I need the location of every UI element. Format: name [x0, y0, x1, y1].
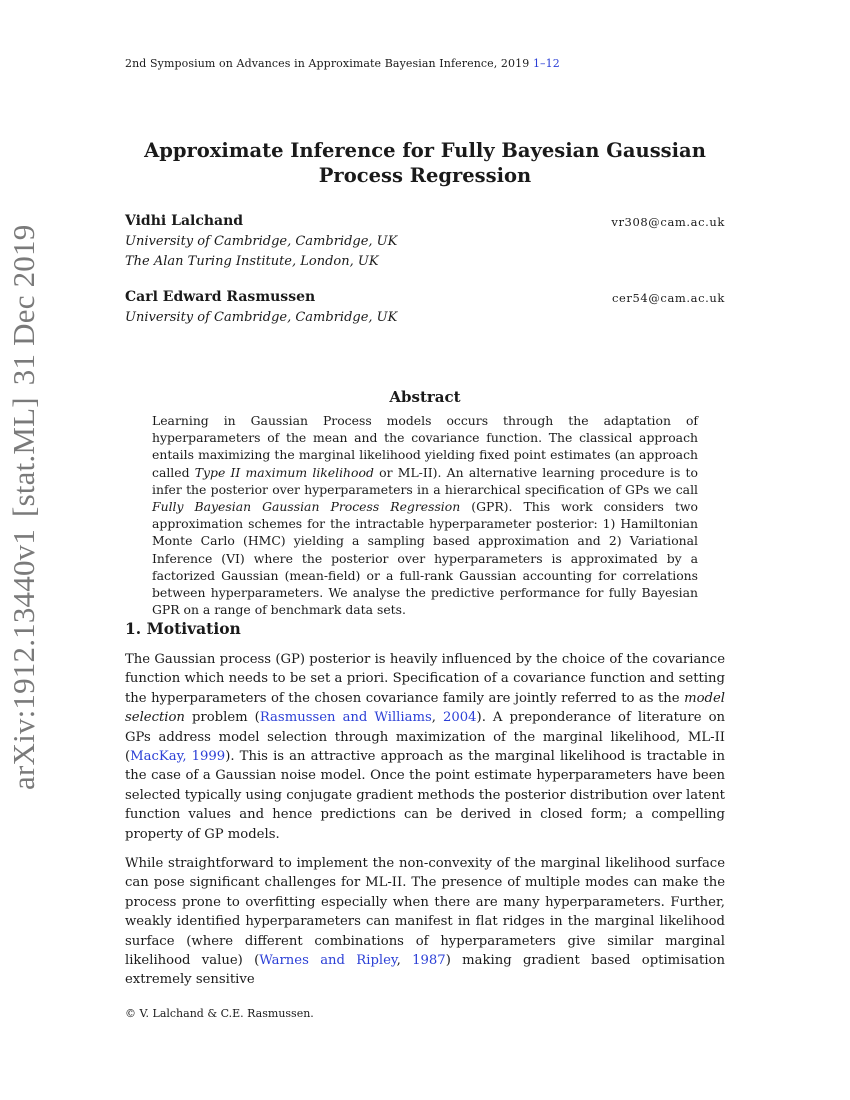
paragraph-text: ). A preponderance of literature on GPs address model selection through maximization of the marginal likelihood, ML-II ( — [125, 710, 726, 765]
author-name: Vidhi Lalchand — [125, 213, 244, 229]
author-affiliation: The Alan Turing Institute, London, UK — [125, 254, 379, 269]
paper-title: Approximate Inference for Fully Bayesian Gaussian Process Regression — [144, 139, 706, 187]
citation-link[interactable]: 2004 — [442, 710, 477, 726]
section-heading: 1. Motivation — [125, 619, 241, 638]
arxiv-date: 31 Dec 2019 — [6, 224, 41, 386]
abstract-text: (GPR). This work considers two approximation schemes for the intractable hyperparameter posterior: 1) Hamiltonian Monte Carlo (HMC) yielding a sampling based approximation and 2) Variational Inference (VI) where the posterior over hyperparameters is approximated by a factorized Gaussian (mean-field) or a full-rank Gaussian accounting for correlations between hyperparameters. We analyse the predictive performance for fully Bayesian GPR on a range of benchmark data sets. — [152, 499, 698, 618]
arxiv-id[interactable]: arXiv:1912.13440v1 — [6, 528, 41, 790]
citation-link[interactable]: Rasmussen and Williams — [259, 710, 432, 726]
paragraph-text: ). This is an attractive approach as the marginal likelihood is tractable in the case of a Gaussian noise model. Once the point estimate hyperparameters have been selected typically using conjugate gradient methods the posterior distribution over latent function values and hence predictions can be derived in closed form; a compelling property of GP models. — [125, 749, 725, 842]
citation-link[interactable]: 1987 — [412, 953, 446, 969]
running-header — [125, 57, 560, 70]
abstract-emphasis: Type II maximum likelihood — [194, 464, 374, 480]
arxiv-category: [stat.ML] — [6, 397, 41, 517]
paragraph-text: , — [396, 953, 413, 969]
paragraph-text: , — [431, 710, 443, 726]
paragraph — [125, 650, 725, 844]
page-range-link[interactable]: 1–12 — [532, 57, 560, 70]
paragraph-text: ) making gradient based optimisation extremely sensitive — [125, 953, 725, 988]
author-affiliation: University of Cambridge, Cambridge, UK — [125, 234, 398, 249]
abstract-text: Learning in Gaussian Process models occurs through the adaptation of hyperparameters of the mean and the covariance function. The classical approach entails maximizing the marginal likelihood yielding fixed point estimates (an approach called — [152, 413, 698, 480]
citation-link[interactable]: MacKay, 1999 — [130, 749, 226, 765]
paragraph-text: problem ( — [184, 710, 260, 726]
paragraph — [125, 854, 725, 990]
citation-link[interactable]: Warnes and Ripley — [259, 953, 397, 969]
abstract-body — [152, 412, 698, 618]
paragraph-emphasis: model selection — [125, 690, 725, 726]
venue-text: 2nd Symposium on Advances in Approximate Bayesian Inference, 2019 — [125, 57, 530, 70]
author-affiliation: University of Cambridge, Cambridge, UK — [125, 310, 398, 325]
abstract-text: or ML-II). An alternative learning procedure is to infer the posterior over hyperparameters in a hierarchical specification of GPs we call — [152, 464, 698, 497]
author-name: Carl Edward Rasmussen — [125, 289, 316, 305]
copyright-footer: © V. Lalchand & C.E. Rasmussen. — [125, 1007, 314, 1020]
abstract-emphasis: Fully Bayesian Gaussian Process Regression — [152, 499, 461, 515]
abstract-heading: Abstract — [389, 388, 461, 406]
paragraph-text: While straightforward to implement the non-convexity of the marginal likelihood surface can pose significant challenges for ML-II. The presence of multiple modes can make the process prone to overfitting especially when there are many hyperparameters. Further, weakly identified hyperparameters can manifest in flat ridges in the marginal likelihood surface (where different combinations of hyperparameters give similar marginal likelihood value) ( — [125, 856, 725, 969]
author-email[interactable]: vr308@cam.ac.uk — [611, 215, 725, 229]
arxiv-stamp — [6, 213, 42, 790]
paragraph-text: The Gaussian process (GP) posterior is heavily influenced by the choice of the covariance function which needs to be set a priori. Specification of a covariance function and setting the hyperparameters of the chosen covariance family are jointly referred to as the — [125, 652, 725, 706]
author-email[interactable]: cer54@cam.ac.uk — [611, 291, 725, 305]
